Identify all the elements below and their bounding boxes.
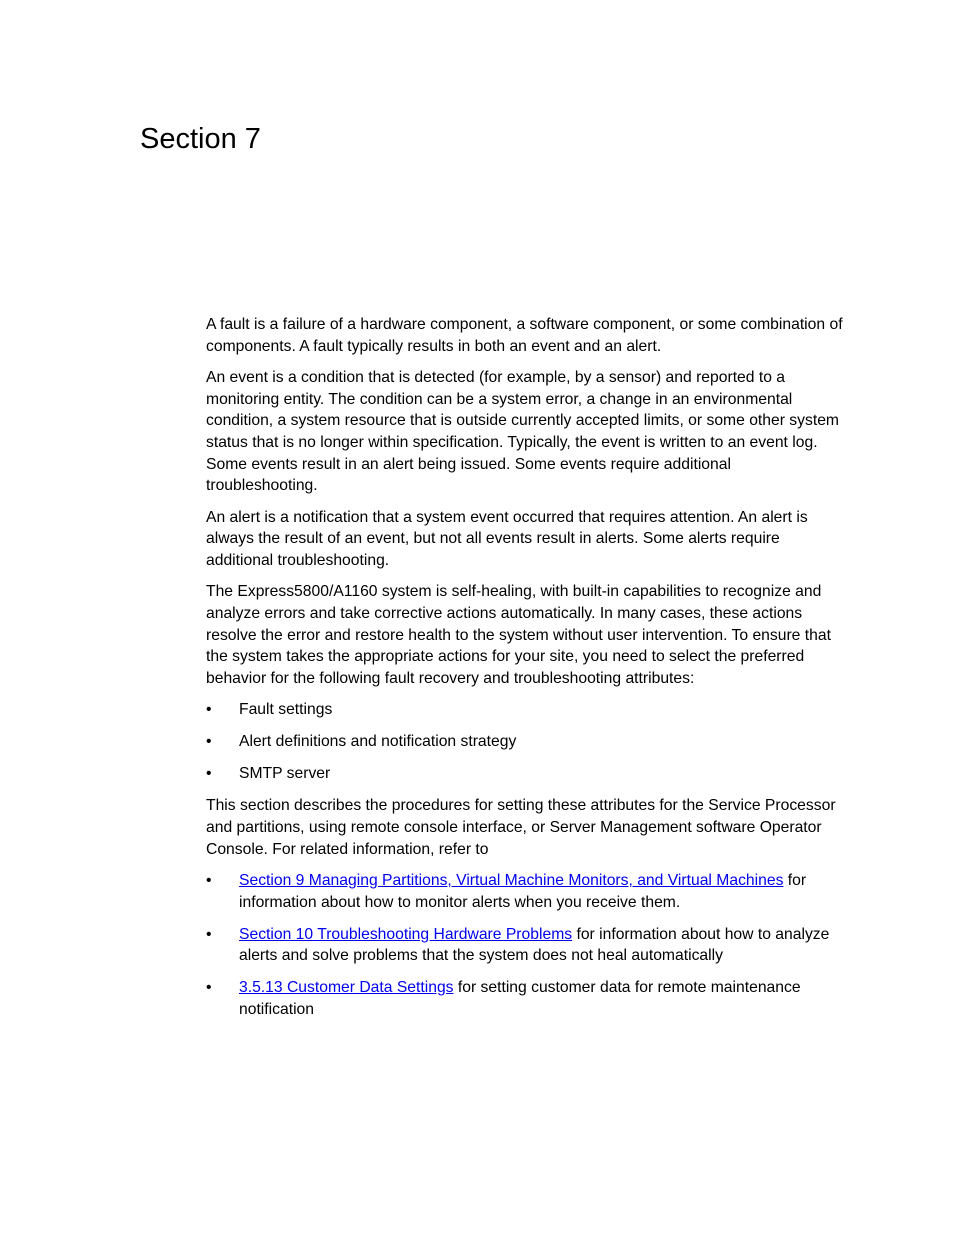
list-item (206, 763, 846, 785)
list-item (206, 699, 846, 721)
reference-list (206, 870, 846, 1021)
reference-item-text: for information about how to monitor alerts when you receive them. (239, 871, 807, 911)
section-10-link[interactable]: Section 10 Troubleshooting Hardware Problems (239, 925, 573, 943)
self-healing-paragraph: The Express5800/A1160 system is self-healing, with built-in capabilities to recognize and analyze errors and take corrective actions automatically. In many cases, these actions resolve the error and restore health to the system without user intervention. To ensure that the system takes the appropriate actions for your site, you need to select the preferred behavior for the following fault recovery and troubleshooting attributes: (206, 583, 831, 688)
event-paragraph: An event is a condition that is detected (for example, by a sensor) and reported to a monitoring entity. The condition can be a system error, a change in an environmental condition, a system resource that is outside currently accepted limits, or some other system status that is no longer within specification. Typically, the event is written to an event log. Some events result in an alert being issued. Some events require additional troubleshooting. (206, 368, 839, 495)
bullet-icon: • (206, 979, 212, 997)
attribute-list (206, 699, 846, 785)
reference-item (206, 924, 846, 967)
section-title: Section 7 (140, 123, 261, 155)
section-body (206, 314, 846, 1031)
list-item-text: SMTP server (239, 765, 331, 783)
bullet-icon: • (206, 925, 212, 943)
list-item-text: Fault settings (239, 701, 333, 719)
procedures-paragraph: This section describes the procedures for setting these attributes for the Service Processor and partitions, using remote console interface, or Server Management software Operator Console. For related information, refer to (206, 797, 836, 858)
alert-paragraph: An alert is a notification that a system event occurred that requires attention. An alert is always the result of an event, but not all events result in alerts. Some alerts require additional troubleshooting. (206, 508, 808, 570)
bullet-icon: • (206, 701, 212, 719)
fault-paragraph: A fault is a failure of a hardware component, a software component, or some combination of components. A fault typically results in both an event and an alert. (206, 316, 843, 355)
reference-item-text: for information about how to analyze alerts and solve problems that the system does not heal automatically (239, 925, 830, 965)
bullet-icon: • (206, 765, 212, 783)
bullet-icon: • (206, 733, 212, 751)
list-item (206, 731, 846, 753)
reference-item-text: for setting customer data for remote maintenance notification (239, 979, 801, 1018)
list-item-text: Alert definitions and notification strategy (239, 733, 517, 751)
customer-data-settings-link[interactable]: 3.5.13 Customer Data Settings (239, 979, 454, 997)
bullet-icon: • (206, 871, 212, 889)
section-9-link[interactable]: Section 9 Managing Partitions, Virtual Machine Monitors, and Virtual Machines (239, 871, 784, 889)
reference-item (206, 977, 846, 1020)
reference-item (206, 870, 846, 913)
